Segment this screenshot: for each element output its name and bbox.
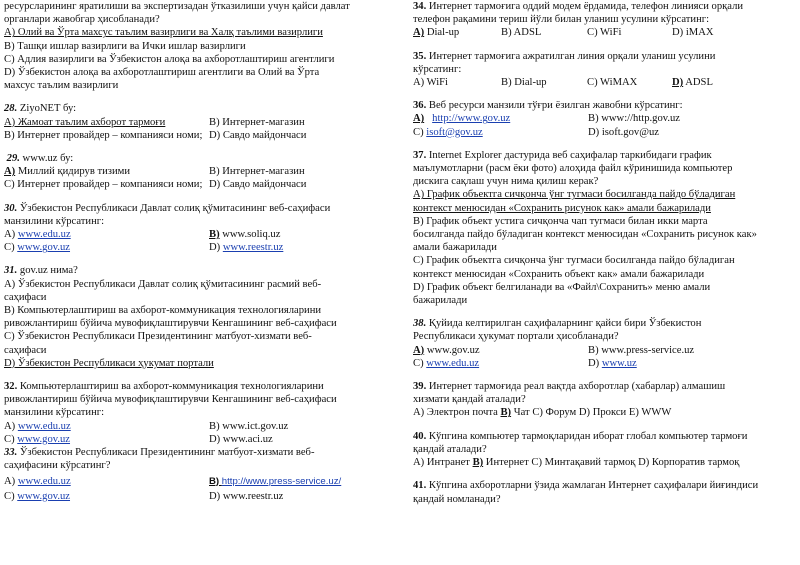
option-line: C) График объектга сичқонча ўнг тугмаси босилганда пайдо бўладиган (413, 255, 735, 267)
option-d: D) iMAX (672, 27, 714, 39)
question-29: 29. www.uz бу: (6, 153, 74, 165)
option-line: босилганда пайдо бўладиган контекст менюсидан «Сохранить рисунок как» (413, 229, 757, 241)
option-b: B) Интернет-магазин (209, 166, 305, 178)
answers-row (4, 129, 389, 142)
link[interactable]: www.gov.uz (17, 242, 71, 254)
option-d: D) Ўзбекистон алоқа ва ахборотлаштириш агентлиги ва Олий ва Ўрта (4, 67, 320, 79)
question-35-cont: кўрсатинг: (413, 63, 462, 75)
option-d: D) isoft.gov@uz (588, 126, 659, 138)
question-33: 33. Ўзбекистон Республикаси Президентининг матбуот-хизмати веб- (4, 447, 315, 459)
option-c: C) isoft@gov.uz (413, 126, 483, 138)
answers-row (413, 344, 797, 357)
option-line: саҳифаси (4, 291, 47, 303)
link[interactable]: www.uz (601, 357, 637, 369)
option-d: D) www.reestr.uz (209, 490, 284, 502)
question-38-cont: Республикаси ҳукумат портали ҳисобланади? (413, 331, 619, 343)
option-c: C) www.edu.uz (413, 357, 480, 369)
option-d: D) www.aci.uz (209, 433, 273, 445)
answers-row (4, 178, 389, 191)
left-column (4, 0, 389, 503)
question-30: 30. Ўзбекистон Республикаси Давлат солиқ қўмитасининг веб-саҳифаси (4, 202, 331, 214)
link[interactable]: isoft@gov.uz (426, 126, 483, 138)
question-32: 32. Компьютерлаштириш ва ахборот-коммуникация технологияларини (4, 381, 324, 393)
question-32-cont: ривожлантириш бўйича мувофиқлаштирувчи Кенгашининг веб-саҳифаси (4, 394, 337, 406)
answers-row (4, 165, 389, 178)
answers-row (413, 357, 797, 370)
link[interactable]: www.gov.uz (17, 490, 71, 502)
option-line: D) График объект белгиланади ва «Файл\Сохранить» меню амали (413, 281, 711, 293)
question-41: 41. Кўпгина ахборотларни ўзида жамлаган Интернет саҳифалари йиғиндиси (413, 480, 759, 492)
option-d: D) Савдо майдончаси (209, 129, 307, 141)
question-28: 28. ZiyoNET бу: (4, 103, 77, 115)
option-a: A) Миллий қидирув тизими (4, 166, 130, 178)
option-d: D) www.uz (588, 357, 637, 369)
option-c: C) www.gov.uz (4, 242, 71, 254)
option-a-cont: контекст менюсидан «Сохранить рисунок как» амали бажарилади (413, 202, 711, 214)
link[interactable]: www.edu.uz (17, 229, 71, 241)
intro-line: ресурсларининг яратилиши ва экспертизадан ўтказилиши учун қайси давлат (4, 1, 350, 12)
option-a: A) Dial-up (413, 27, 460, 39)
link[interactable]: http://www.press-service.uz/ (221, 475, 342, 487)
answers-row (4, 241, 389, 254)
answers-row: A) Электрон почта B) Чат C) Форум D) Прокси E) WWW (413, 407, 672, 419)
question-32-cont: манзилини кўрсатинг: (4, 407, 105, 419)
question-33-cont: саҳифасини кўрсатинг? (4, 460, 111, 472)
right-column (413, 0, 797, 506)
option-a: A) www.edu.uz (4, 475, 71, 487)
option-d: D) Ўзбекистон Республикаси ҳукумат портали (4, 357, 214, 369)
option-c: C) Интернет провайдер – компанияси номи; (4, 179, 203, 191)
link[interactable]: www.edu.uz (426, 357, 480, 369)
option-line: амали бажарилади (413, 242, 497, 254)
question-35: 35. Интернет тармоғига ажратилган линия орқали уланиш усулини (413, 50, 716, 62)
option-line: B) Компьютерлаштириш ва ахборот-коммуникация технологияларини (4, 305, 322, 317)
question-40-cont: қандай аталади? (413, 443, 487, 455)
answers-row (413, 112, 797, 125)
option-line: B) График объект устига сичқонча чап тугмаси билан икки марта (413, 215, 708, 227)
question-30-cont: манзилини кўрсатинг: (4, 215, 105, 227)
answers-row (413, 76, 797, 89)
question-36: 36. Веб ресурси манзили тўғри ёзилган жавобни кўрсатинг: (413, 100, 683, 112)
option-b: B) www.press-service.uz (588, 344, 695, 356)
question-39-cont: хизмати қандай аталади? (413, 394, 526, 406)
option-c: C) WiMAX (587, 77, 638, 89)
answers-row (4, 116, 389, 129)
option-c: B) Интернет провайдер – компанияси номи; (4, 129, 203, 141)
option-d-cont: махсус таълим вазирлиги (4, 80, 119, 92)
question-31: 31. gov.uz нима? (4, 265, 78, 277)
link[interactable]: www.gov.uz (17, 433, 71, 445)
question-34-cont: телефон рақамини териш йўли билан уланиш усулини кўрсатинг: (413, 14, 710, 26)
option-c: C) Адлия вазирлиги ва Ўзбекистон алоқа ва ахборотлаштириш агентлиги (4, 53, 335, 65)
option-c: C) WiFi (587, 27, 622, 39)
option-b: B) Ташқи ишлар вазирлиги ва Ички ишлар вазирлиги (4, 40, 246, 52)
option-line: бажарилади (413, 295, 468, 307)
question-34: 34. Интернет тармоғига оддий модем ёрдамида, телефон линияси орқали (413, 1, 744, 12)
option-b: B) http://www.press-service.uz/ (209, 475, 342, 487)
option-c: C) www.gov.uz (4, 433, 71, 445)
intro-line: органлари жавобгар ҳисобланади? (4, 14, 160, 26)
option-line: ривожлантириш бўйича мувофиқлаштирувчи Кенгашининг веб-саҳифаси (4, 318, 337, 330)
option-d: D) www.reestr.uz (209, 242, 284, 254)
link[interactable]: http://www.gov.uz (432, 113, 511, 125)
question-40: 40. Кўпгина компьютер тармоқларидан иборат глобал компьютер тармоғи (413, 430, 748, 442)
option-a: A) http://www.gov.uz (413, 113, 511, 125)
question-41-cont: қандай номланади? (413, 493, 501, 505)
answers-row: A) Интранет B) Интернет C) Минтақавий тармоқ D) Корпоратив тармоқ (413, 457, 740, 469)
answers-row (4, 433, 389, 446)
answers-row (4, 490, 389, 503)
option-line: саҳифаси (4, 344, 47, 356)
answers-row (413, 26, 797, 39)
option-c: C) www.gov.uz (4, 490, 71, 502)
question-37: 37. Internet Explorer дастурида веб саҳифалар таркибидаги график (413, 149, 712, 161)
option-a: A) Жамоат таълим ахборот тармоғи (4, 116, 166, 128)
option-a: A) Олий ва Ўрта махсус таълим вазирлиги ва Халқ таълими вазирлиги (4, 27, 323, 39)
option-d: D) ADSL (672, 77, 713, 89)
option-b: B) Интернет-магазин (209, 116, 305, 128)
question-37-cont: маълумотларни (расм ёки фото) алоҳида файл кўринишида компьютер (413, 163, 733, 175)
link[interactable]: www.reestr.uz (222, 242, 284, 254)
option-line: A) Ўзбекистон Республикаси Давлат солиқ қўмитасининг расмий веб- (4, 278, 322, 290)
option-a: A) WiFi (413, 77, 448, 89)
answers-row (4, 228, 389, 241)
option-b: B) Dial-up (501, 77, 547, 89)
option-a: A) www.gov.uz (413, 344, 480, 356)
option-b: B) www.ict.gov.uz (209, 420, 289, 432)
option-b: B) www://http.gov.uz (588, 113, 681, 125)
question-37-cont: дискига сақлаш учун нима қилиш керак? (413, 176, 599, 188)
link[interactable]: www.edu.uz (17, 475, 71, 487)
option-d: D) Савдо майдончаси (209, 179, 307, 191)
option-a: A) www.edu.uz (4, 229, 71, 241)
option-a: A) График объектга сичқонча ўнг тугмаси босилганда пайдо бўладиган (413, 189, 736, 201)
answers-row (413, 126, 797, 139)
option-line: контекст менюсидан «Сохранить объект как» амали бажарилади (413, 268, 705, 280)
answers-row (4, 420, 389, 433)
option-a: A) www.edu.uz (4, 420, 71, 432)
option-b: B) www.soliq.uz (209, 229, 281, 241)
option-line: C) Ўзбекистон Республикаси Президентининг матбуот-хизмати веб- (4, 331, 312, 343)
answers-row (4, 475, 389, 488)
link[interactable]: www.edu.uz (17, 420, 71, 432)
question-38: 38. Қуйида келтирилган саҳифаларнинг қайси бири Ўзбекистон (413, 318, 702, 330)
option-b: B) ADSL (501, 27, 542, 39)
question-39: 39. Интернет тармоғида реал вақтда ахборотлар (хабарлар) алмашиш (413, 381, 726, 393)
